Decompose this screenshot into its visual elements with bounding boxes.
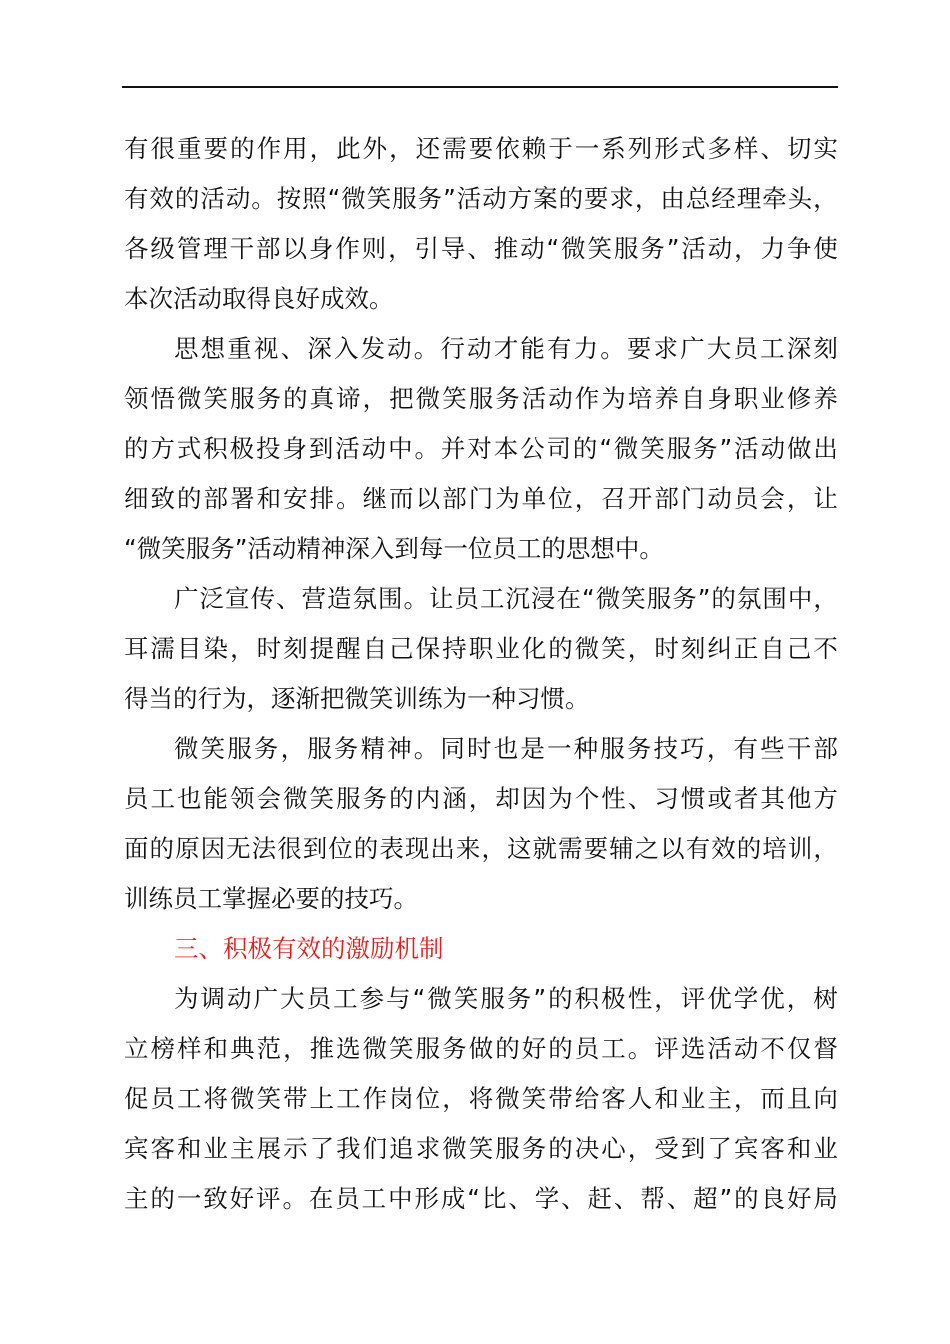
text-line: 员 工 也 能 领 会 微 笑 服 务 的 内 涵 ， 却 因 为 个 性 、 习 惯 或 者 其 他 方 (124, 784, 838, 813)
text-line: 得当的行为，逐渐把微笑训练为一种习惯。 (124, 684, 590, 713)
text-line: 耳 濡 目 染 ， 时 刻 提 醒 自 己 保 持 职 业 化 的 微 笑 ， 时 刻 纠 正 自 己 不 (124, 634, 838, 663)
text-line: 训练员工掌握必要的技巧。 (124, 884, 418, 913)
text-line: 促 员 工 将 微 笑 带 上 工 作 岗 位 ， 将 微 笑 带 给 客 人 和 业 主 ， 而 且 向 (124, 1084, 838, 1113)
text-line: 思 想 重 视 、 深 入 发 动 。 行 动 才 能 有 力 。 要 求 广 大 员 工 深 刻 (174, 334, 838, 363)
text-line: 各 级 管 理 干 部 以 身 作 则 ， 引 导 、 推 动 “ 微 笑 服 务 ” 活 动 ， 力 争 使 (124, 234, 838, 263)
text-line: 有 效 的 活 动 。 按 照 “ 微 笑 服 务 ” 活 动 方 案 的 要 求 ， 由 总 经 理 牵 头 ， (124, 184, 838, 213)
text-line: “微笑服务”活动精神深入到每一位员工的思想中。 (124, 534, 664, 563)
text-line: 微 笑 服 务 ， 服 务 精 神 。 同 时 也 是 一 种 服 务 技 巧 ， 有 些 干 部 (174, 734, 838, 763)
document-body (124, 124, 838, 1224)
text-line: 领 悟 微 笑 服 务 的 真 谛 ， 把 微 笑 服 务 活 动 作 为 培 养 自 身 职 业 修 养 (124, 384, 838, 413)
text-line: 主 的 一 致 好 评 。 在 员 工 中 形 成 “ 比 、 学 、 赶 、 帮 、 超 ” 的 良 好 局 (124, 1184, 838, 1213)
text-line: 广 泛 宣 传 、 营 造 氛 围 。 让 员 工 沉 浸 在 “ 微 笑 服 务 ” 的 氛 围 中 ， (174, 584, 838, 613)
text-line: 有 很 重 要 的 作 用 ， 此 外 ， 还 需 要 依 赖 于 一 系 列 形 式 多 样 、 切 实 (124, 134, 838, 163)
text-line: 立 榜 样 和 典 范 ， 推 选 微 笑 服 务 做 的 好 的 员 工 。 评 选 活 动 不 仅 督 (124, 1034, 838, 1063)
text-line: 面 的 原 因 无 法 很 到 位 的 表 现 出 来 ， 这 就 需 要 辅 之 以 有 效 的 培 训 ， (124, 834, 838, 863)
text-line: 宾 客 和 业 主 展 示 了 我 们 追 求 微 笑 服 务 的 决 心 ， 受 到 了 宾 客 和 业 (124, 1134, 838, 1163)
text-line: 为 调 动 广 大 员 工 参 与 “ 微 笑 服 务 ” 的 积 极 性 ， 评 优 学 优 ， 树 (174, 984, 838, 1013)
text-line: 的 方 式 积 极 投 身 到 活 动 中 。 并 对 本 公 司 的 “ 微 笑 服 务 ” 活 动 做 出 (124, 434, 838, 463)
text-line: 本次活动取得良好成效。 (124, 284, 394, 313)
header-rule (122, 86, 838, 88)
text-line: 细 致 的 部 署 和 安 排 。 继 而 以 部 门 为 单 位 ， 召 开 部 门 动 员 会 ， 让 (124, 484, 838, 513)
section-heading: 三、积极有效的激励机制 (174, 934, 444, 963)
